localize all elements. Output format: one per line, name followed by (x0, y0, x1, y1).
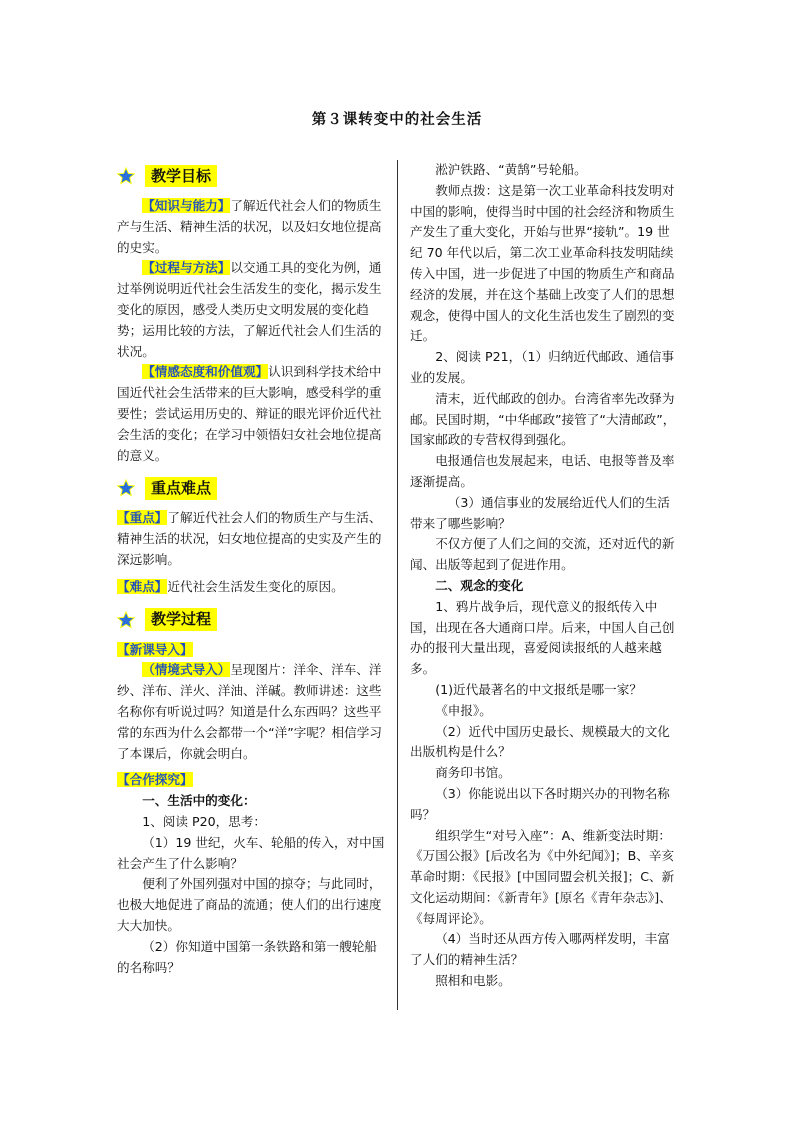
paragraph: 1、鸦片战争后，现代意义的报纸传入中国，出现在各大通商口岸。后来，中国人自己创办的报刊大量出现，喜爱阅读报纸的人越来越多。 (410, 598, 675, 677)
section-title: 重点难点 (145, 477, 217, 500)
paragraph: 2、阅读 P21，（1）归纳近代邮政、通信事业的发展。 (410, 349, 675, 385)
intro-label (117, 640, 387, 661)
section-title: 教学过程 (145, 608, 217, 631)
paragraph: （2）你知道中国第一条铁路和第一艘轮船的名称吗？ (117, 938, 377, 975)
label-difficult: 【难点】 (117, 578, 168, 594)
text-intro: 呈现图片：洋伞、洋车、洋纱、洋布、洋火、洋油、洋碱。教师讲述：这些名称你有听说过吗？知道是什么东西吗？这些平常的东西为什么会都带一个“洋”字呢？相信学习了本课后，你就会明白。 (117, 662, 382, 761)
column-divider (397, 160, 398, 1010)
star-icon (117, 611, 135, 629)
difficult-point (117, 577, 387, 598)
paragraph: （1）19 世纪，火车、轮船的传入，对中国社会产生了什么影响？ (117, 834, 385, 871)
intro-paragraph (117, 660, 387, 764)
paragraph: 商务印书馆。 (435, 765, 511, 781)
star-icon (117, 479, 135, 497)
goal-process (117, 258, 387, 362)
left-column (117, 160, 387, 978)
star-icon (117, 167, 135, 185)
paragraph: 组织学生“对号入座”：A、维新变法时期：《万国公报》[后改名为《中外纪闻》]；B、辛亥革命时期：《民报》[中国同盟会机关报]；C、新文化运动期间：《新青年》[原名《青年杂志》]、《每周评论》。 (410, 827, 675, 926)
right-column (410, 160, 676, 992)
section-title: 教学目标 (145, 165, 217, 188)
text-key: 了解近代社会人们的物质生产与生活、精神生活的状况，妇女地位提高的史实及产生的深远影响。 (117, 510, 382, 567)
key-point (117, 508, 387, 570)
paragraph: 照相和电影。 (435, 973, 511, 989)
paragraph: 1、阅读 P20，思考： (142, 813, 266, 829)
paragraph: （4）当时还从西方传入哪两样发明，丰富了人们的精神生活？ (410, 931, 670, 968)
text-emotion: 认识到科学技术给中国近代社会生活带来的巨大影响，感受科学的重要性；尝试运用历史的、辩证的眼光评价近代社会生活的变化；在学习中领悟妇女社会地位提高的意义。 (117, 364, 382, 463)
section-header-key (117, 476, 387, 500)
label-emotion: 【情感态度和价值观】 (142, 364, 269, 380)
page-title: 第３课转变中的社会生活 (311, 112, 483, 128)
goal-knowledge (117, 196, 387, 258)
paragraph: 不仅方便了人们之间的交流，还对近代的新闻、出版等起到了促进作用。 (410, 536, 675, 573)
paragraph: 教师点拨：这是第一次工业革命科技发明对中国的影响，使得当时中国的社会经济和物质生产发生了重大变化，开始与世界“接轨”。19 世纪 70 年代以后，第二次工业革命科技发明陆续传入中国，进一步促进了中国的物质生产和商品经济的发展，并在这个基础上改变了人们的思想观念，使得中国人的文化生活也发生了剧烈的变迁。 (410, 182, 675, 344)
paragraph: 便利了外国列强对中国的掠夺；与此同时，也极大地促进了商品的流通；使人们的出行速度大大加快。 (117, 876, 382, 933)
paragraph: 淞沪铁路、“黄鹄”号轮船。 (435, 162, 587, 177)
paragraph: 电报通信也发展起来，电话、电报等普及率逐渐提高。 (410, 453, 675, 489)
section-header-process (117, 608, 387, 632)
paragraph: 清末，近代邮政的创办。台湾省率先改驿为邮。民国时期，“中华邮政”接管了“大清邮政”，国家邮政的专营权得到强化。 (410, 390, 676, 448)
label-key: 【重点】 (117, 510, 168, 526)
paragraph: 《申报》。 (435, 702, 492, 718)
label-process: 【过程与方法】 (142, 260, 231, 276)
paragraph: (1)近代最著名的中文报纸是哪一家？ (435, 681, 642, 697)
heading-concept-change: 二、观念的变化 (435, 577, 524, 593)
heading-life-change: 一、生活中的变化： (142, 793, 256, 809)
text-knowledge: 了解近代社会人们的物质生产与生活、精神生活的状况，以及妇女地位提高的史实。 (117, 198, 382, 255)
paragraph: （3）你能说出以下各时期兴办的刊物名称吗？ (410, 785, 670, 822)
section-header-goals (117, 164, 387, 188)
text-process: 以交通工具的变化为例，通过举例说明近代社会生活发生的变化，揭示发生变化的原因，感受人类历史文明发展的变化趋势；运用比较的方法，了解近代社会人们生活的状况。 (117, 260, 382, 359)
label-coop: 【合作探究】 (117, 772, 193, 788)
goal-emotion (117, 362, 387, 466)
label-intro: 【新课导入】 (117, 641, 193, 657)
paragraph: （2）近代中国历史最长、规模最大的文化出版机构是什么？ (410, 723, 670, 760)
label-intro-sub: （情境式导入） (142, 662, 231, 678)
label-knowledge: 【知识与能力】 (142, 198, 231, 213)
coop-label (117, 770, 387, 791)
paragraph: （3）通信事业的发展给近代人们的生活带来了哪些影响？ (410, 494, 670, 531)
text-difficult: 近代社会生活发生变化的原因。 (167, 578, 344, 594)
